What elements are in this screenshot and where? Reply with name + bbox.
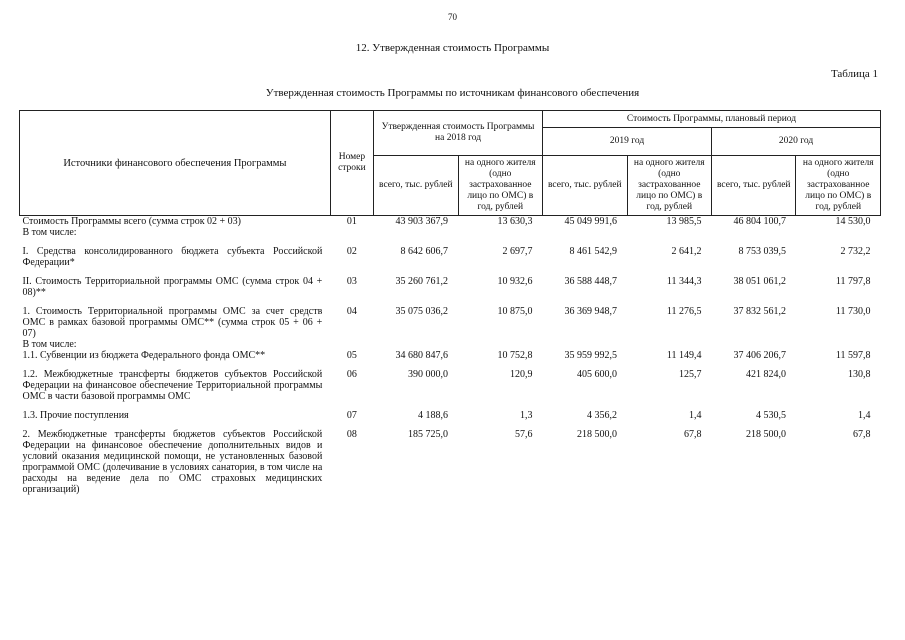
table-label: Таблица 1 xyxy=(830,68,878,80)
row-per-capita-2020: 11 597,8 xyxy=(835,350,871,361)
row-total-2019: 36 369 948,7 xyxy=(564,306,618,317)
table-row xyxy=(20,216,881,228)
row-total-2018: 35 075 036,2 xyxy=(395,306,449,317)
row-number: 01 xyxy=(346,216,357,227)
row-source: 1. Стоимость Территориальной программы ОМС за счет средств ОМС в рамках базовой программы ОМС** (сумма строк 05 + 06 + 07) xyxy=(22,306,323,339)
row-per-capita-2019: 1,4 xyxy=(689,410,702,421)
row-source: 2. Межбюджетные трансферты бюджетов субъектов Российской Федерации на финансовое обеспечение дополнительных видов и условий оказания медицинской помощи, не установленных базовой программой ОМС (долечивание в условиях санатория, в том числе на расходы на ведение дела по ОМС страховых медицинских организаций) xyxy=(22,429,323,495)
row-total-2018: 390 000,0 xyxy=(408,369,449,380)
table-row xyxy=(20,306,881,339)
row-number: 07 xyxy=(346,410,357,421)
row-per-capita-2019: 125,7 xyxy=(679,369,702,380)
row-source: II. Стоимость Территориальной программы ОМС (сумма строк 04 + 08)** xyxy=(22,276,323,298)
row-number: 08 xyxy=(346,429,357,440)
table-header xyxy=(20,111,881,216)
row-total-2019: 35 959 992,5 xyxy=(564,350,618,361)
row-per-capita-2018: 13 630,3 xyxy=(497,216,533,227)
row-per-capita-2019: 67,8 xyxy=(684,429,702,440)
row-total-2018: 43 903 367,9 xyxy=(395,216,449,227)
table-body xyxy=(20,216,881,496)
row-total-2019: 4 356,2 xyxy=(587,410,618,421)
row-per-capita-2020: 130,8 xyxy=(848,369,871,380)
header-year-2020: 2020 год xyxy=(712,128,881,156)
row-per-capita-2018: 57,6 xyxy=(515,429,533,440)
row-total-2019: 8 461 542,9 xyxy=(569,246,618,257)
row-number: 02 xyxy=(346,246,357,257)
row-per-capita-2019: 11 276,5 xyxy=(666,306,702,317)
header-per-capita-2019: на одного жителя (одно застрахованное лицо по ОМС) в год, рублей xyxy=(627,156,711,216)
header-year-2019: 2019 год xyxy=(543,128,712,156)
header-planned: Стоимость Программы, плановый период xyxy=(543,111,881,128)
row-total-2019: 405 600,0 xyxy=(577,369,618,380)
row-per-capita-2019: 11 344,3 xyxy=(666,276,702,287)
header-total-2020: всего, тыс. рублей xyxy=(712,156,796,216)
cost-table xyxy=(19,110,881,495)
row-source: В том числе: xyxy=(22,339,77,350)
row-per-capita-2018: 1,3 xyxy=(520,410,533,421)
row-total-2018: 34 680 847,6 xyxy=(395,350,449,361)
row-source: В том числе: xyxy=(22,227,77,238)
row-total-2020: 38 051 061,2 xyxy=(733,276,786,287)
row-per-capita-2020: 67,8 xyxy=(853,429,871,440)
row-number: 05 xyxy=(346,350,357,361)
table-title: Утвержденная стоимость Программы по источникам финансового обеспечения xyxy=(265,87,640,99)
row-per-capita-2019: 2 641,2 xyxy=(671,246,702,257)
row-total-2018: 4 188,6 xyxy=(418,410,449,421)
row-total-2020: 4 530,5 xyxy=(755,410,786,421)
row-total-2019: 45 049 991,6 xyxy=(564,216,618,227)
row-total-2018: 35 260 761,2 xyxy=(395,276,449,287)
header-per-capita-2020: на одного жителя (одно застрахованное лицо по ОМС) в год, рублей xyxy=(796,156,881,216)
row-total-2018: 185 725,0 xyxy=(408,429,449,440)
row-total-2019: 36 588 448,7 xyxy=(564,276,618,287)
header-total-2019: всего, тыс. рублей xyxy=(543,156,627,216)
row-per-capita-2020: 1,4 xyxy=(858,410,871,421)
row-per-capita-2020: 11 797,8 xyxy=(835,276,871,287)
row-number: 03 xyxy=(346,276,357,287)
row-total-2020: 37 832 561,2 xyxy=(733,306,786,317)
header-row-number: Номер строки xyxy=(330,111,373,216)
table-row xyxy=(20,369,881,402)
row-per-capita-2020: 11 730,0 xyxy=(835,306,871,317)
row-per-capita-2018: 10 932,6 xyxy=(497,276,533,287)
page-number: 70 xyxy=(448,12,457,22)
row-per-capita-2020: 2 732,2 xyxy=(840,246,871,257)
header-approved: Утвержденная стоимость Программы на 2018 год xyxy=(374,111,543,156)
row-per-capita-2020: 14 530,0 xyxy=(835,216,871,227)
row-total-2018: 8 642 606,7 xyxy=(400,246,449,257)
row-number: 06 xyxy=(346,369,357,380)
table-row xyxy=(20,350,881,361)
table-row xyxy=(20,276,881,298)
row-total-2020: 37 406 206,7 xyxy=(733,350,786,361)
header-per-capita-2018: на одного жителя (одно застрахованное лицо по ОМС) в год, рублей xyxy=(458,156,543,216)
table-row xyxy=(20,429,881,495)
row-source: Стоимость Программы всего (сумма строк 02 + 03) xyxy=(22,216,242,227)
row-per-capita-2018: 10 875,0 xyxy=(497,306,533,317)
section-title: 12. Утвержденная стоимость Программы xyxy=(355,42,550,54)
row-total-2020: 421 824,0 xyxy=(745,369,786,380)
row-total-2019: 218 500,0 xyxy=(577,429,618,440)
header-total-2018: всего, тыс. рублей xyxy=(374,156,458,216)
row-total-2020: 8 753 039,5 xyxy=(738,246,786,257)
table-row xyxy=(20,339,881,350)
row-per-capita-2018: 2 697,7 xyxy=(502,246,533,257)
table-row xyxy=(20,227,881,238)
table-row xyxy=(20,410,881,421)
row-source: I. Средства консолидированного бюджета субъекта Российской Федерации* xyxy=(22,246,323,268)
row-total-2020: 46 804 100,7 xyxy=(733,216,786,227)
row-source: 1.2. Межбюджетные трансферты бюджетов субъектов Российской Федерации на финансовое обеспечение Территориальной программы ОМС в части базовой программы ОМС xyxy=(22,369,323,402)
row-source: 1.1. Субвенции из бюджета Федерального фонда ОМС** xyxy=(22,350,266,361)
table-row xyxy=(20,246,881,268)
header-sources: Источники финансового обеспечения Программы xyxy=(20,111,331,216)
row-per-capita-2019: 13 985,5 xyxy=(666,216,702,227)
row-per-capita-2018: 120,9 xyxy=(510,369,533,380)
row-number: 04 xyxy=(346,306,357,317)
row-total-2020: 218 500,0 xyxy=(745,429,786,440)
row-source: 1.3. Прочие поступления xyxy=(22,410,129,421)
row-per-capita-2019: 11 149,4 xyxy=(666,350,702,361)
row-per-capita-2018: 10 752,8 xyxy=(497,350,533,361)
